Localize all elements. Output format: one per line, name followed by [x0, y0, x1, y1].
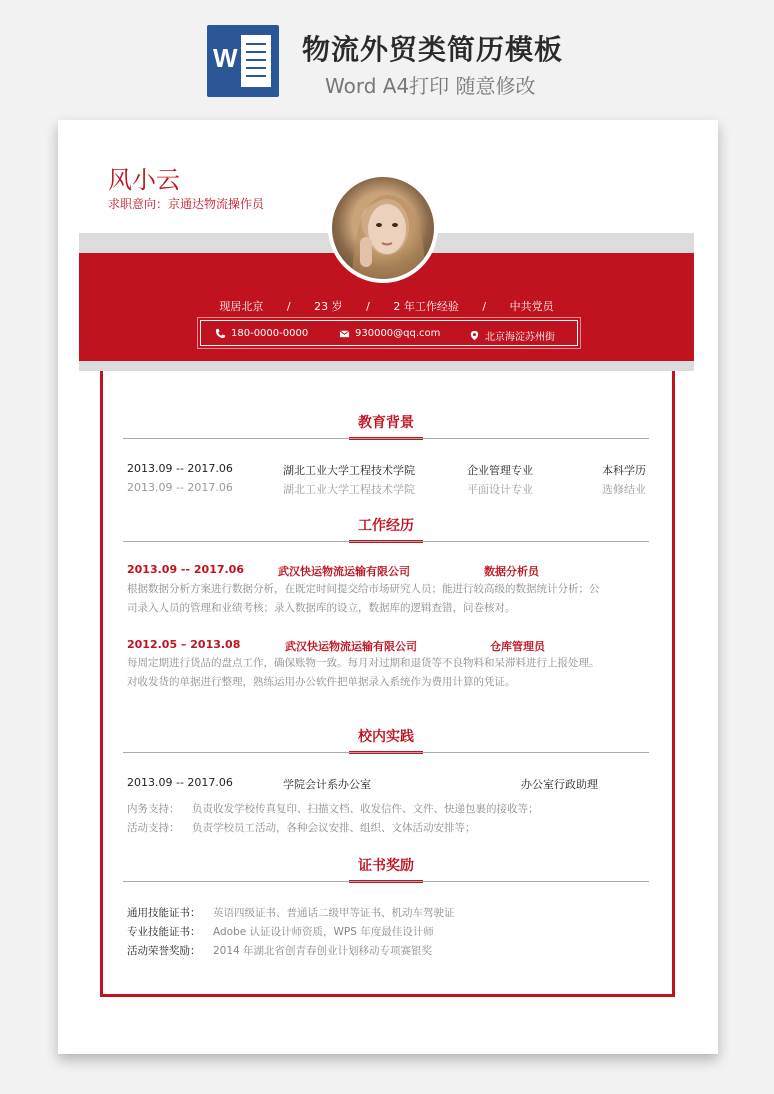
job-intent: 求职意向：京通达物流操作员 — [108, 197, 265, 211]
job-date: 2013.09 -- 2017.06 — [127, 563, 244, 576]
section-divider — [123, 881, 649, 882]
email-icon — [339, 328, 350, 339]
award-label: 专业技能证书： — [127, 926, 201, 938]
campus-item-label: 活动支持： — [127, 822, 180, 834]
phone-contact: 180-0000-0000 — [215, 328, 308, 339]
section-title-education: 教育背景 — [123, 412, 649, 432]
job-date: 2012.05 – 2013.08 — [127, 638, 241, 651]
award-text: 英语四级证书、普通话二级甲等证书、机动车驾驶证 — [213, 907, 455, 919]
section-divider — [123, 541, 649, 542]
section-title-campus: 校内实践 — [123, 726, 649, 746]
edu-degree: 本科学历 — [602, 464, 646, 477]
campus-org: 学院会计系办公室 — [283, 778, 371, 791]
award-label: 通用技能证书： — [127, 907, 201, 919]
email-contact: 930000@qq.com — [339, 328, 440, 339]
address-contact: 北京海淀苏州街 — [469, 328, 555, 343]
template-title: 物流外贸类简历模板 — [302, 33, 564, 66]
section-title-awards: 证书奖励 — [123, 855, 649, 875]
job-description: 每周定期进行货品的盘点工作，确保账物一致。每月对过期和退货等不良物料和呆滞料进行上报处理。 对收发货的单据进行整理，熟练运用办公软件把单据录入系统作为费用计算的凭证。 — [127, 657, 600, 688]
edu-degree: 选修结业 — [602, 483, 646, 496]
campus-item-label: 内务支持： — [127, 803, 180, 815]
basic-info-row: 现居北京 / 23 岁 / 2 年工作经验 / 中共党员 — [219, 300, 554, 313]
template-subtitle: Word A4打印 随意修改 — [325, 74, 536, 98]
section-divider — [123, 752, 649, 753]
award-label: 活动荣誉奖励： — [127, 945, 201, 957]
job-position: 数据分析员 — [484, 565, 539, 578]
section-title-work: 工作经历 — [123, 515, 649, 535]
phone-icon — [215, 328, 226, 339]
edu-major: 企业管理专业 — [467, 464, 533, 477]
campus-item-text: 负责学校员工活动，各种会议安排、组织、文体活动安排等； — [192, 822, 476, 834]
resume-page — [58, 120, 718, 1054]
location-pin-icon — [469, 330, 480, 341]
campus-role: 办公室行政助理 — [521, 778, 598, 791]
award-text: 2014 年湖北省创青春创业计划移动专项赛银奖 — [213, 945, 433, 957]
job-company: 武汉快运物流运输有限公司 — [278, 565, 410, 578]
edu-school: 湖北工业大学工程技术学院 — [283, 464, 415, 477]
job-position: 仓库管理员 — [490, 640, 545, 653]
avatar — [328, 173, 438, 283]
job-description: 根据数据分析方案进行数据分析，在既定时间提交给市场研究人员；能进行较高级的数据统计分析；公 司录入人员的管理和业绩考核；录入数据库的设立，数据库的逻辑查错，问卷核对。 — [127, 583, 600, 614]
header-gray-band-bottom — [79, 361, 694, 371]
word-logo-icon: W — [207, 25, 279, 97]
edu-major: 平面设计专业 — [467, 483, 533, 496]
candidate-name: 风小云 — [108, 166, 180, 194]
campus-item-text: 负责收发学校传真复印、扫描文档、收发信件、文件、快递包裹的接收等； — [192, 803, 539, 815]
job-company: 武汉快运物流运输有限公司 — [285, 640, 417, 653]
campus-date: 2013.09 -- 2017.06 — [127, 776, 233, 789]
edu-date: 2013.09 -- 2017.06 — [127, 481, 233, 494]
section-divider — [123, 438, 649, 439]
award-text: Adobe 认证设计师资质，WPS 年度最佳设计师 — [213, 926, 434, 938]
template-header — [0, 0, 774, 118]
edu-school: 湖北工业大学工程技术学院 — [283, 483, 415, 496]
contact-box — [200, 320, 578, 346]
edu-date: 2013.09 -- 2017.06 — [127, 462, 233, 475]
